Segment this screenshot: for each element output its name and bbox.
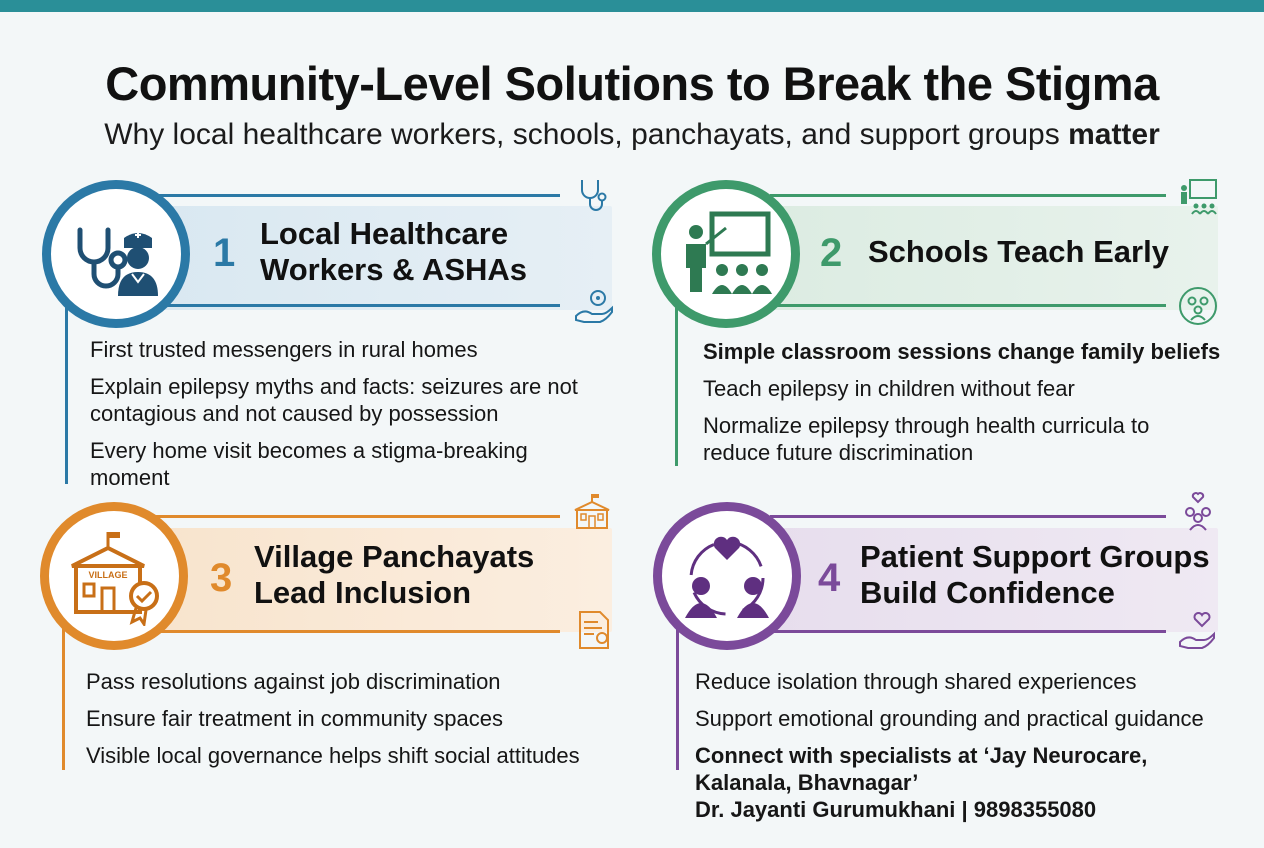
section-4-corner-icon-top (1178, 492, 1218, 532)
section-1-number: 1 (213, 231, 236, 275)
stethoscope-icon (574, 176, 614, 216)
bullet-item: Normalize epilepsy through health curricula to reduce future discrimination (703, 413, 1150, 465)
section-4-heading-line1: Patient Support Groups (860, 539, 1210, 574)
bullet-item: First trusted messengers in rural homes (90, 337, 478, 362)
section-2-bottom-rule (770, 304, 1166, 307)
section-4-bullets (695, 668, 1235, 833)
section-3-icon-circle (40, 502, 188, 650)
section-4-corner-icon-bottom (1178, 610, 1218, 650)
section-1-bottom-rule (150, 304, 560, 307)
section-3-bullets (86, 668, 626, 779)
section-2-heading-line1: Schools Teach Early (868, 234, 1169, 269)
section-2-corner-icon-top (1178, 176, 1218, 216)
section-4-icon-circle (653, 502, 801, 650)
stethoscope-nurse-icon (66, 204, 166, 304)
group-heart-icon (1178, 492, 1218, 532)
section-4-heading (860, 539, 1210, 611)
support-group-heart-icon (677, 526, 777, 626)
section-3-heading-line1: Village Panchayats (254, 539, 535, 574)
hand-care-icon (574, 286, 614, 326)
section-3-top-rule (150, 515, 560, 518)
section-2-icon-circle (652, 180, 800, 328)
group-circle-icon (1178, 286, 1218, 326)
bullet-item: Teach epilepsy in children without fear (703, 376, 1075, 401)
contact-line-1: Connect with specialists at ‘Jay Neurocare, (695, 743, 1148, 768)
section-1-side-rule (65, 300, 68, 484)
subtitle-emphasis: matter (1068, 118, 1160, 151)
section-2-side-rule (675, 300, 678, 466)
bullet-item: Pass resolutions against job discrimination (86, 669, 501, 694)
bullet-item: Every home visit becomes a stigma-breaking moment (90, 438, 528, 490)
section-4-bottom-rule (770, 630, 1166, 633)
section-2-number: 2 (820, 231, 843, 275)
section-3-heading (254, 539, 534, 611)
section-3-number: 3 (210, 556, 233, 600)
section-3-corner-icon-bottom (574, 610, 614, 650)
section-1-top-rule (150, 194, 560, 197)
contact-block (695, 742, 1235, 823)
bullet-item: Reduce isolation through shared experiences (695, 669, 1137, 694)
section-4-side-rule (676, 626, 679, 770)
bullet-item: Explain epilepsy myths and facts: seizures are not contagious and not caused by possession (90, 374, 578, 426)
section-3-side-rule (62, 626, 65, 770)
page-title: Community-Level Solutions to Break the Stigma (105, 57, 1159, 110)
section-2-corner-icon-bottom (1178, 286, 1218, 326)
contact-line-3: Dr. Jayanti Gurumukhani | 9898355080 (695, 797, 1097, 822)
village-sign-label: VILLAGE (88, 570, 128, 580)
bullet-item: Support emotional grounding and practical guidance (695, 706, 1204, 731)
section-3-bottom-rule (150, 630, 560, 633)
subtitle-text: Why local healthcare workers, schools, panchayats, and support groups (104, 118, 1060, 151)
certificate-icon (574, 610, 614, 650)
section-1-heading (260, 216, 527, 288)
contact-line-2: Kalanala, Bhavnagar’ (695, 770, 919, 795)
section-1-corner-icon-bottom (574, 286, 614, 326)
section-1-icon-circle (42, 180, 190, 328)
bullet-item: Simple classroom sessions change family beliefs (703, 339, 1221, 364)
section-1-heading-line1: Local Healthcare (260, 216, 509, 251)
building-icon (572, 492, 612, 532)
section-2-heading (868, 234, 1169, 270)
section-1-heading-line2: Workers & ASHAs (260, 252, 528, 287)
section-3-heading-line2: Lead Inclusion (254, 575, 472, 610)
section-2-top-rule (770, 194, 1166, 197)
section-4-heading-line2: Build Confidence (860, 575, 1115, 610)
bullet-item: Ensure fair treatment in community spaces (86, 706, 503, 731)
village-hall-badge-icon (64, 526, 164, 626)
section-1-corner-icon-top (574, 176, 614, 216)
top-accent-bar (0, 0, 1264, 12)
hand-heart-icon (1178, 610, 1218, 650)
section-4-number: 4 (818, 556, 841, 600)
section-2-bullets (703, 338, 1223, 476)
teacher-classroom-icon (676, 204, 776, 304)
section-1-bullets (90, 336, 620, 501)
presentation-icon (1178, 176, 1218, 216)
bullet-item: Visible local governance helps shift social attitudes (86, 743, 580, 768)
section-3-corner-icon-top (572, 492, 612, 532)
section-4-top-rule (770, 515, 1166, 518)
page-subtitle (0, 118, 1264, 152)
